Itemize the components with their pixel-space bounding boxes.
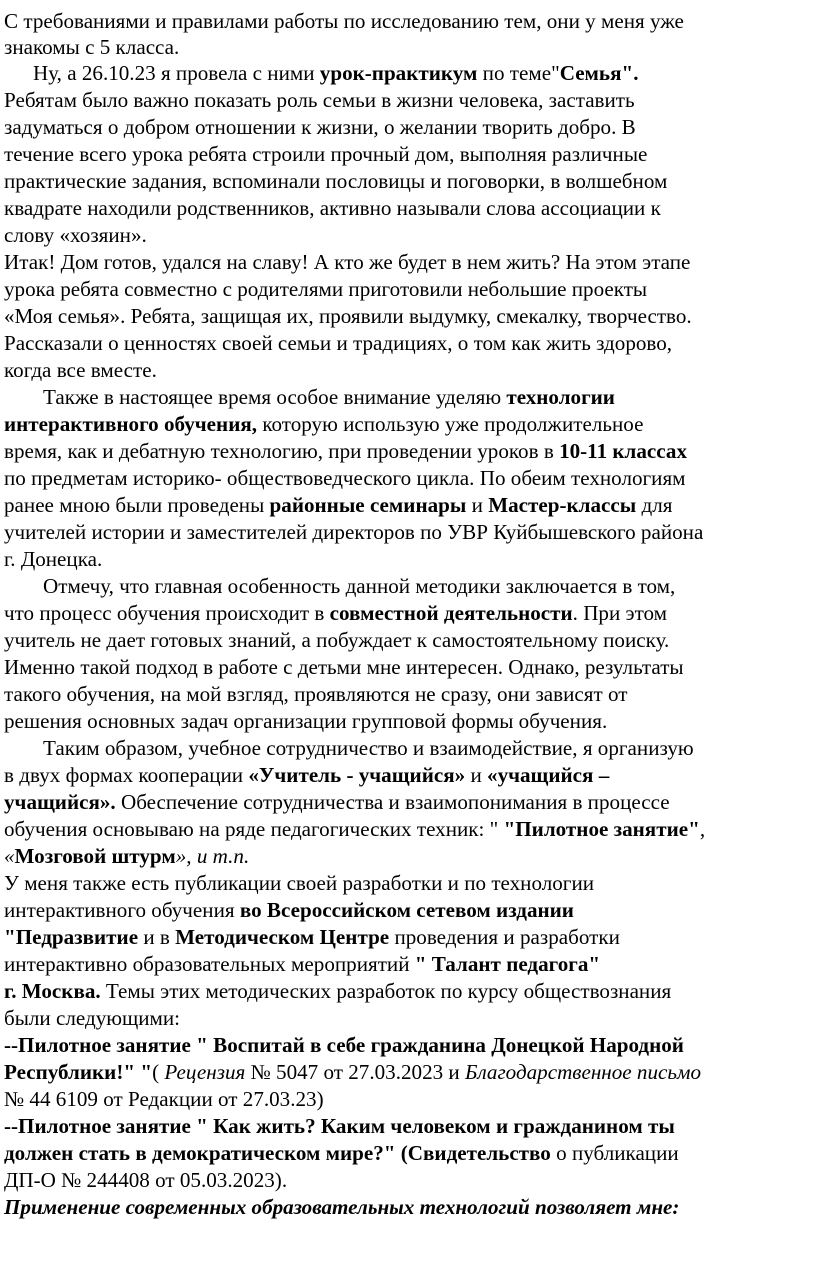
text-line: г. Москва. Темы этих методических разработок по курсу обществознания [4, 979, 672, 1003]
text-line: когда все вместе. [4, 358, 157, 382]
text-line: Отмечу, что главная особенность данной методики заключается в том, [43, 574, 676, 598]
text-line: интерактивного обучения, которую использую уже продолжительное [4, 412, 644, 436]
text-line: учащийся». Обеспечение сотрудничества и взаимопонимания в процессе [4, 790, 670, 814]
text-line: № 44 6109 от Редакции от 27.03.23) [4, 1087, 324, 1111]
text-line: «Моя семья». Ребята, защищая их, проявили выдумку, смекалку, творчество. [4, 304, 692, 328]
text-line: ранее мною были проведены районные семинары и Мастер-классы для [4, 493, 673, 517]
text-line: интерактивного обучения во Всероссийском сетевом издании [4, 898, 574, 922]
text-line: Именно такой подход в работе с детьми мне интересен. Однако, результаты [4, 655, 684, 679]
text-line: Применение современных образовательных технологий позволяет мне: [4, 1195, 680, 1219]
text-line: квадрате находили родственников, активно называли слова ассоциации к [4, 196, 661, 220]
text-line: решения основных задач организации групповой формы обучения. [4, 709, 608, 733]
text-line: слову «хозяин». [4, 223, 147, 247]
text-line: С требованиями и правилами работы по исследованию тем, они у меня уже [4, 9, 684, 33]
text-line: Рассказали о ценностях своей семьи и традициях, о том как жить здорово, [4, 331, 673, 355]
text-line: интерактивно образовательных мероприятий " Талант педагога" [4, 952, 601, 976]
text-line: течение всего урока ребята строили прочный дом, выполняя различные [4, 142, 648, 166]
text-line: урока ребята совместно с родителями приготовили небольшие проекты [4, 277, 648, 301]
text-line: --Пилотное занятие " Воспитай в себе гражданина Донецкой Народной [4, 1033, 684, 1057]
text-line: знакомы с 5 класса. [4, 35, 180, 59]
text-line: были следующими: [4, 1006, 181, 1030]
text-line: --Пилотное занятие " Как жить? Каким человеком и гражданином ты [4, 1114, 675, 1138]
text-line: такого обучения, на мой взгляд, проявляются не сразу, они зависят от [4, 682, 628, 706]
text-line: Итак! Дом готов, удался на славу! А кто же будет в нем жить? На этом этапе [4, 250, 691, 274]
text-line: что процесс обучения происходит в совместной деятельности. При этом [4, 601, 668, 625]
text-line: учитель не дает готовых знаний, а побуждает к самостоятельному поиску. [4, 628, 670, 652]
text-line: в двух формах кооперации «Учитель - учащийся» и «учащийся – [4, 763, 610, 787]
text-line: "Педразвитие и в Методическом Центре проведения и разработки [4, 925, 620, 949]
text-line: Таким образом, учебное сотрудничество и взаимодействие, я организую [43, 736, 694, 760]
text-line: Ну, а 26.10.23 я провела с ними урок-практикум по теме"Семья". [33, 61, 639, 85]
text-line: должен стать в демократическом мире?" (Свидетельство о публикации [4, 1141, 679, 1165]
text-line: «Мозговой штурм», и т.п. [4, 844, 250, 868]
text-line: по предметам историко- обществоведческого цикла. По обеим технологиям [4, 466, 686, 490]
text-line: ДП-О № 244408 от 05.03.2023). [4, 1168, 288, 1192]
text-line: У меня также есть публикации своей разработки и по технологии [4, 871, 595, 895]
text-line: задуматься о добром отношении к жизни, о желании творить добро. В [4, 115, 636, 139]
text-line: Также в настоящее время особое внимание уделяю технологии [43, 385, 615, 409]
text-line: Ребятам было важно показать роль семьи в жизни человека, заставить [4, 88, 635, 112]
text-line: время, как и дебатную технологию, при проведении уроков в 10-11 классах [4, 439, 687, 463]
text-line: г. Донецка. [4, 547, 103, 571]
text-line: Республики!" "( Рецензия № 5047 от 27.03.2023 и Благодарственное письмо [4, 1060, 701, 1084]
text-line: практические задания, вспоминали пословицы и поговорки, в волшебном [4, 169, 668, 193]
text-line: обучения основываю на ряде педагогических техник: " "Пилотное занятие", [4, 817, 706, 841]
text-line: учителей истории и заместителей директоров по УВР Куйбышевского района [4, 520, 704, 544]
